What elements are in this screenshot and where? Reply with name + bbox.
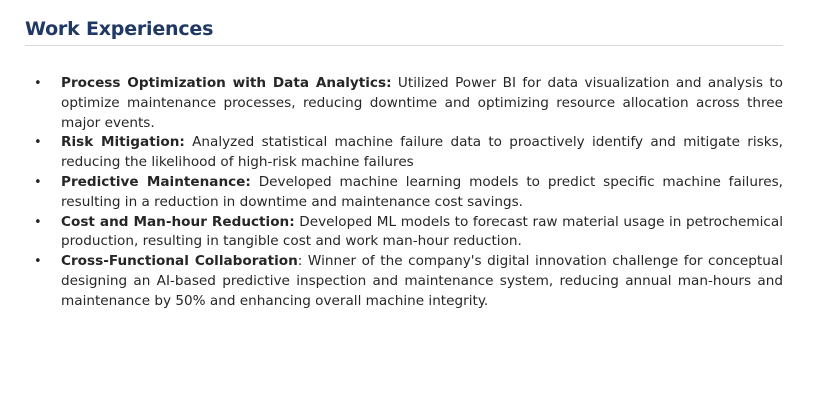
experience-item-text: Developed machine learning models to predict specific machine failures, resulting in a reduction in downtime and maintenance cost savings.	[61, 173, 783, 210]
experience-item-text: Developed ML models to forecast raw material usage in petrochemical production, resulting in tangible cost and work man-hour reduction.	[61, 213, 783, 250]
bullet-icon: •	[34, 174, 42, 190]
experience-item-title: Process Optimization with Data Analytics:	[61, 75, 392, 91]
experience-item-cross-functional	[34, 252, 783, 311]
section-divider	[25, 45, 783, 46]
bullet-icon: •	[34, 214, 42, 230]
experience-list	[34, 74, 783, 312]
experience-item-predictive-maintenance	[34, 173, 783, 213]
bullet-icon: •	[34, 135, 42, 151]
work-experiences-section	[25, 14, 783, 46]
experience-item-process-optimization	[34, 74, 783, 133]
experience-item-title: Cross-Functional Collaboration	[61, 253, 298, 270]
experience-item-risk-mitigation	[34, 133, 783, 173]
experience-item-title: Risk Mitigation:	[61, 134, 185, 151]
experience-item-text: : Winner of the company's digital innovation challenge for conceptual designing an AI-based predictive inspection and maintenance system, reducing annual man-hours and maintenance by 50% and enhancing overall machine integrity.	[61, 253, 783, 309]
bullet-icon: •	[34, 254, 42, 270]
experience-item-text: Analyzed statistical machine failure data to proactively identify and mitigate risks, reducing the likelihood of high-risk machine failures	[61, 134, 783, 171]
experience-item-title: Cost and Man-hour Reduction:	[61, 213, 295, 230]
experience-item-cost-reduction	[34, 213, 783, 253]
experience-item-text: Utilized Power BI for data visualization and analysis to optimize maintenance processes, reducing downtime and optimizing resource allocation across three major events.	[61, 75, 783, 131]
section-title: Work Experiences	[25, 18, 214, 40]
bullet-icon: •	[34, 76, 42, 91]
experience-item-title: Predictive Maintenance:	[61, 173, 251, 190]
